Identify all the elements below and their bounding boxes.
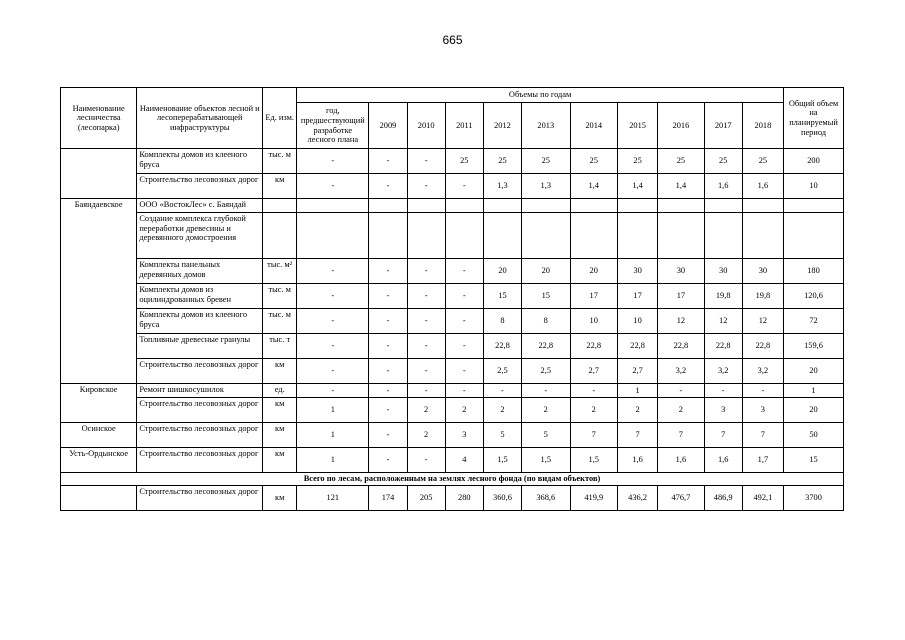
header-year-prev: год, предшествующий разработке лесного плана xyxy=(297,103,369,149)
cell-value xyxy=(704,199,742,213)
cell-value: 30 xyxy=(704,259,742,284)
cell-value: 3,2 xyxy=(742,359,783,384)
cell-value: 174 xyxy=(369,486,407,511)
table-row xyxy=(61,149,844,174)
cell-value: - xyxy=(369,174,407,199)
cell-value: 5 xyxy=(483,423,521,448)
cell-unit: км xyxy=(263,398,297,423)
cell-value: - xyxy=(445,174,483,199)
cell-value: 25 xyxy=(617,149,657,174)
cell-value xyxy=(658,213,704,259)
cell-value: 7 xyxy=(658,423,704,448)
total-label: Всего по лесам, расположенным на землях лесного фонда (по видам объектов) xyxy=(61,473,844,486)
cell-total: 1 xyxy=(784,384,844,398)
cell-total: 3700 xyxy=(784,486,844,511)
cell-total: 120,6 xyxy=(784,284,844,309)
cell-value: - xyxy=(297,174,369,199)
header-year: 2016 xyxy=(658,103,704,149)
header-year: 2012 xyxy=(483,103,521,149)
cell-value: - xyxy=(483,384,521,398)
cell-value: - xyxy=(369,448,407,473)
cell-value: - xyxy=(369,309,407,334)
cell-value: 25 xyxy=(522,149,570,174)
cell-forestry xyxy=(61,334,137,359)
cell-value: 1,5 xyxy=(570,448,617,473)
cell-value: 25 xyxy=(570,149,617,174)
cell-total: 20 xyxy=(784,398,844,423)
header-object: Наименование объектов лесной и лесоперерабатывающей инфраструктуры xyxy=(137,88,263,149)
cell-value: - xyxy=(407,384,445,398)
cell-value: 1 xyxy=(297,398,369,423)
cell-value: - xyxy=(369,359,407,384)
cell-forestry xyxy=(61,486,137,511)
cell-forestry xyxy=(61,213,137,259)
cell-value: 2,5 xyxy=(522,359,570,384)
cell-unit: км xyxy=(263,423,297,448)
cell-value xyxy=(570,199,617,213)
cell-value: 15 xyxy=(522,284,570,309)
header-forestry: Наименование лесничества (лесопарка) xyxy=(61,88,137,149)
cell-unit: тыс. м xyxy=(263,309,297,334)
cell-value: 8 xyxy=(522,309,570,334)
cell-value: 3,2 xyxy=(704,359,742,384)
cell-value: 25 xyxy=(742,149,783,174)
cell-value: 5 xyxy=(522,423,570,448)
cell-value xyxy=(297,199,369,213)
cell-unit xyxy=(263,213,297,259)
cell-total: 20 xyxy=(784,359,844,384)
cell-value xyxy=(407,213,445,259)
cell-value: 4 xyxy=(445,448,483,473)
cell-value: 22,8 xyxy=(704,334,742,359)
cell-value xyxy=(445,199,483,213)
cell-forestry: Кировское xyxy=(61,384,137,398)
cell-value: 360,6 xyxy=(483,486,521,511)
header-year: 2013 xyxy=(522,103,570,149)
table-row xyxy=(61,334,844,359)
cell-object: Строительство лесовозных дорог xyxy=(137,398,263,423)
cell-value: 2 xyxy=(407,398,445,423)
cell-unit: тыс. м² xyxy=(263,259,297,284)
header-row-1 xyxy=(61,88,844,103)
cell-value: - xyxy=(407,259,445,284)
cell-object: Комплекты домов из оцилиндрованных бревен xyxy=(137,284,263,309)
header-total: Общий объем на планируемый период xyxy=(784,88,844,149)
table-row xyxy=(61,359,844,384)
cell-value xyxy=(742,213,783,259)
cell-value: 1 xyxy=(297,423,369,448)
cell-value: - xyxy=(658,384,704,398)
cell-value: - xyxy=(407,334,445,359)
cell-value: 1,4 xyxy=(617,174,657,199)
cell-value: - xyxy=(369,259,407,284)
cell-value: 25 xyxy=(445,149,483,174)
cell-value: 3 xyxy=(742,398,783,423)
cell-value: 121 xyxy=(297,486,369,511)
header-year: 2009 xyxy=(369,103,407,149)
cell-value: 1,6 xyxy=(704,448,742,473)
cell-value: 1,6 xyxy=(742,174,783,199)
cell-value: 15 xyxy=(483,284,521,309)
cell-value: - xyxy=(445,334,483,359)
table-body xyxy=(61,149,844,511)
cell-value: 22,8 xyxy=(658,334,704,359)
cell-value: 419,9 xyxy=(570,486,617,511)
cell-value: 476,7 xyxy=(658,486,704,511)
cell-value: - xyxy=(369,284,407,309)
cell-value: 1,3 xyxy=(522,174,570,199)
cell-object: Строительство лесовозных дорог xyxy=(137,359,263,384)
cell-unit: км xyxy=(263,448,297,473)
cell-value: 25 xyxy=(483,149,521,174)
cell-value: - xyxy=(297,359,369,384)
cell-value: 22,8 xyxy=(617,334,657,359)
cell-value xyxy=(704,213,742,259)
cell-value: 12 xyxy=(658,309,704,334)
table-row xyxy=(61,199,844,213)
cell-value: - xyxy=(445,359,483,384)
cell-forestry xyxy=(61,149,137,174)
cell-value xyxy=(617,213,657,259)
cell-value: 19,8 xyxy=(742,284,783,309)
cell-value xyxy=(407,199,445,213)
cell-total: 15 xyxy=(784,448,844,473)
cell-value: 20 xyxy=(522,259,570,284)
cell-object: Комплекты домов из клееного бруса xyxy=(137,309,263,334)
table-row xyxy=(61,384,844,398)
cell-value: - xyxy=(369,423,407,448)
table-row xyxy=(61,423,844,448)
cell-forestry xyxy=(61,259,137,284)
cell-value: - xyxy=(742,384,783,398)
cell-object: Комплекты панельных деревянных домов xyxy=(137,259,263,284)
cell-value: 3 xyxy=(445,423,483,448)
cell-object: Строительство лесовозных дорог xyxy=(137,486,263,511)
cell-value: - xyxy=(369,334,407,359)
cell-unit: км xyxy=(263,359,297,384)
cell-object: Ремонт шишкосушилок xyxy=(137,384,263,398)
cell-value: 2 xyxy=(445,398,483,423)
cell-value: 2 xyxy=(407,423,445,448)
total-label-row xyxy=(61,473,844,486)
total-row xyxy=(61,486,844,511)
page-number: 665 xyxy=(442,33,463,47)
cell-value: 7 xyxy=(704,423,742,448)
cell-value: 1,4 xyxy=(658,174,704,199)
header-volumes-by-year: Объемы по годам xyxy=(297,88,784,103)
cell-value: - xyxy=(522,384,570,398)
cell-unit: ед. xyxy=(263,384,297,398)
cell-value: - xyxy=(297,384,369,398)
cell-value: 1,4 xyxy=(570,174,617,199)
cell-object: ООО «ВостокЛес» с. Баяндай xyxy=(137,199,263,213)
cell-unit xyxy=(263,199,297,213)
cell-value: 368,6 xyxy=(522,486,570,511)
cell-object: Строительство лесовозных дорог xyxy=(137,174,263,199)
cell-object: Строительство лесовозных дорог xyxy=(137,448,263,473)
cell-value: 2 xyxy=(617,398,657,423)
cell-value: 30 xyxy=(658,259,704,284)
table-row xyxy=(61,213,844,259)
cell-forestry xyxy=(61,174,137,199)
cell-value xyxy=(297,213,369,259)
cell-value: 1,5 xyxy=(483,448,521,473)
cell-value: - xyxy=(407,149,445,174)
cell-value: 7 xyxy=(742,423,783,448)
cell-value: - xyxy=(445,284,483,309)
cell-value: - xyxy=(407,174,445,199)
cell-value: - xyxy=(297,259,369,284)
cell-value: 30 xyxy=(742,259,783,284)
cell-value xyxy=(522,213,570,259)
header-year: 2011 xyxy=(445,103,483,149)
cell-value: 1,6 xyxy=(617,448,657,473)
cell-forestry xyxy=(61,309,137,334)
cell-value: - xyxy=(407,309,445,334)
cell-unit: тыс. т xyxy=(263,334,297,359)
cell-forestry: Осинское xyxy=(61,423,137,448)
cell-value: - xyxy=(369,384,407,398)
header-year: 2014 xyxy=(570,103,617,149)
cell-value: - xyxy=(297,309,369,334)
cell-value xyxy=(522,199,570,213)
cell-value: 22,8 xyxy=(522,334,570,359)
cell-total xyxy=(784,213,844,259)
cell-value xyxy=(369,213,407,259)
cell-value: 2 xyxy=(570,398,617,423)
cell-object: Комплекты домов из клееного бруса xyxy=(137,149,263,174)
cell-value xyxy=(570,213,617,259)
cell-value: 17 xyxy=(658,284,704,309)
cell-value: 10 xyxy=(617,309,657,334)
cell-value: - xyxy=(445,259,483,284)
header-year: 2018 xyxy=(742,103,783,149)
cell-value: 1,7 xyxy=(742,448,783,473)
cell-value: 10 xyxy=(570,309,617,334)
cell-value: 19,8 xyxy=(704,284,742,309)
cell-forestry xyxy=(61,398,137,423)
cell-value: 486,9 xyxy=(704,486,742,511)
cell-total: 72 xyxy=(784,309,844,334)
cell-value: - xyxy=(407,359,445,384)
cell-value: 2,7 xyxy=(617,359,657,384)
cell-value: 2 xyxy=(522,398,570,423)
cell-value: 7 xyxy=(617,423,657,448)
cell-value: 1 xyxy=(617,384,657,398)
cell-value: 25 xyxy=(658,149,704,174)
cell-value: 20 xyxy=(483,259,521,284)
cell-value: 492,1 xyxy=(742,486,783,511)
cell-value: 25 xyxy=(704,149,742,174)
header-unit: Ед. изм. xyxy=(263,88,297,149)
cell-value: 3 xyxy=(704,398,742,423)
cell-value: 22,8 xyxy=(570,334,617,359)
cell-value: 2 xyxy=(483,398,521,423)
cell-value xyxy=(742,199,783,213)
cell-value xyxy=(369,199,407,213)
cell-total: 159,6 xyxy=(784,334,844,359)
cell-object: Топливные древесные гранулы xyxy=(137,334,263,359)
forest-infrastructure-table xyxy=(60,87,844,511)
cell-value: - xyxy=(297,149,369,174)
cell-value: 3,2 xyxy=(658,359,704,384)
cell-value: 1,3 xyxy=(483,174,521,199)
cell-value: - xyxy=(369,149,407,174)
cell-value: 12 xyxy=(704,309,742,334)
cell-total: 10 xyxy=(784,174,844,199)
cell-value: - xyxy=(297,334,369,359)
cell-value: 22,8 xyxy=(742,334,783,359)
cell-value xyxy=(483,213,521,259)
cell-value: 17 xyxy=(570,284,617,309)
table-row xyxy=(61,309,844,334)
table-row xyxy=(61,259,844,284)
table-row xyxy=(61,398,844,423)
cell-value: - xyxy=(369,398,407,423)
cell-value: 2 xyxy=(658,398,704,423)
cell-total: 50 xyxy=(784,423,844,448)
cell-object: Создание комплекса глубокой переработки древесины и деревянного домостроения xyxy=(137,213,263,259)
cell-value: 436,2 xyxy=(617,486,657,511)
table-row xyxy=(61,174,844,199)
cell-forestry xyxy=(61,359,137,384)
cell-value: 17 xyxy=(617,284,657,309)
cell-total: 180 xyxy=(784,259,844,284)
cell-forestry xyxy=(61,284,137,309)
cell-value: 280 xyxy=(445,486,483,511)
cell-value: 22,8 xyxy=(483,334,521,359)
cell-value: 205 xyxy=(407,486,445,511)
cell-value: 1,5 xyxy=(522,448,570,473)
cell-value: 30 xyxy=(617,259,657,284)
cell-object: Строительство лесовозных дорог xyxy=(137,423,263,448)
cell-value: - xyxy=(407,284,445,309)
cell-unit: тыс. м xyxy=(263,284,297,309)
header-year: 2015 xyxy=(617,103,657,149)
cell-unit: км xyxy=(263,174,297,199)
cell-value: 7 xyxy=(570,423,617,448)
cell-value: 1,6 xyxy=(704,174,742,199)
cell-value: 2,5 xyxy=(483,359,521,384)
cell-value: - xyxy=(445,384,483,398)
cell-value: 8 xyxy=(483,309,521,334)
cell-value xyxy=(445,213,483,259)
header-year: 2017 xyxy=(704,103,742,149)
cell-forestry: Баяндаевское xyxy=(61,199,137,213)
cell-value xyxy=(617,199,657,213)
cell-total xyxy=(784,199,844,213)
cell-value: - xyxy=(445,309,483,334)
cell-forestry: Усть-Ордынское xyxy=(61,448,137,473)
cell-value: 1,6 xyxy=(658,448,704,473)
cell-unit: тыс. м xyxy=(263,149,297,174)
cell-value: - xyxy=(704,384,742,398)
cell-value xyxy=(483,199,521,213)
table-row xyxy=(61,448,844,473)
cell-unit: км xyxy=(263,486,297,511)
cell-total: 200 xyxy=(784,149,844,174)
cell-value: 20 xyxy=(570,259,617,284)
cell-value: 2,7 xyxy=(570,359,617,384)
cell-value: - xyxy=(407,448,445,473)
cell-value: - xyxy=(297,284,369,309)
cell-value: 1 xyxy=(297,448,369,473)
cell-value xyxy=(658,199,704,213)
cell-value: - xyxy=(570,384,617,398)
table-row xyxy=(61,284,844,309)
header-year: 2010 xyxy=(407,103,445,149)
cell-value: 12 xyxy=(742,309,783,334)
